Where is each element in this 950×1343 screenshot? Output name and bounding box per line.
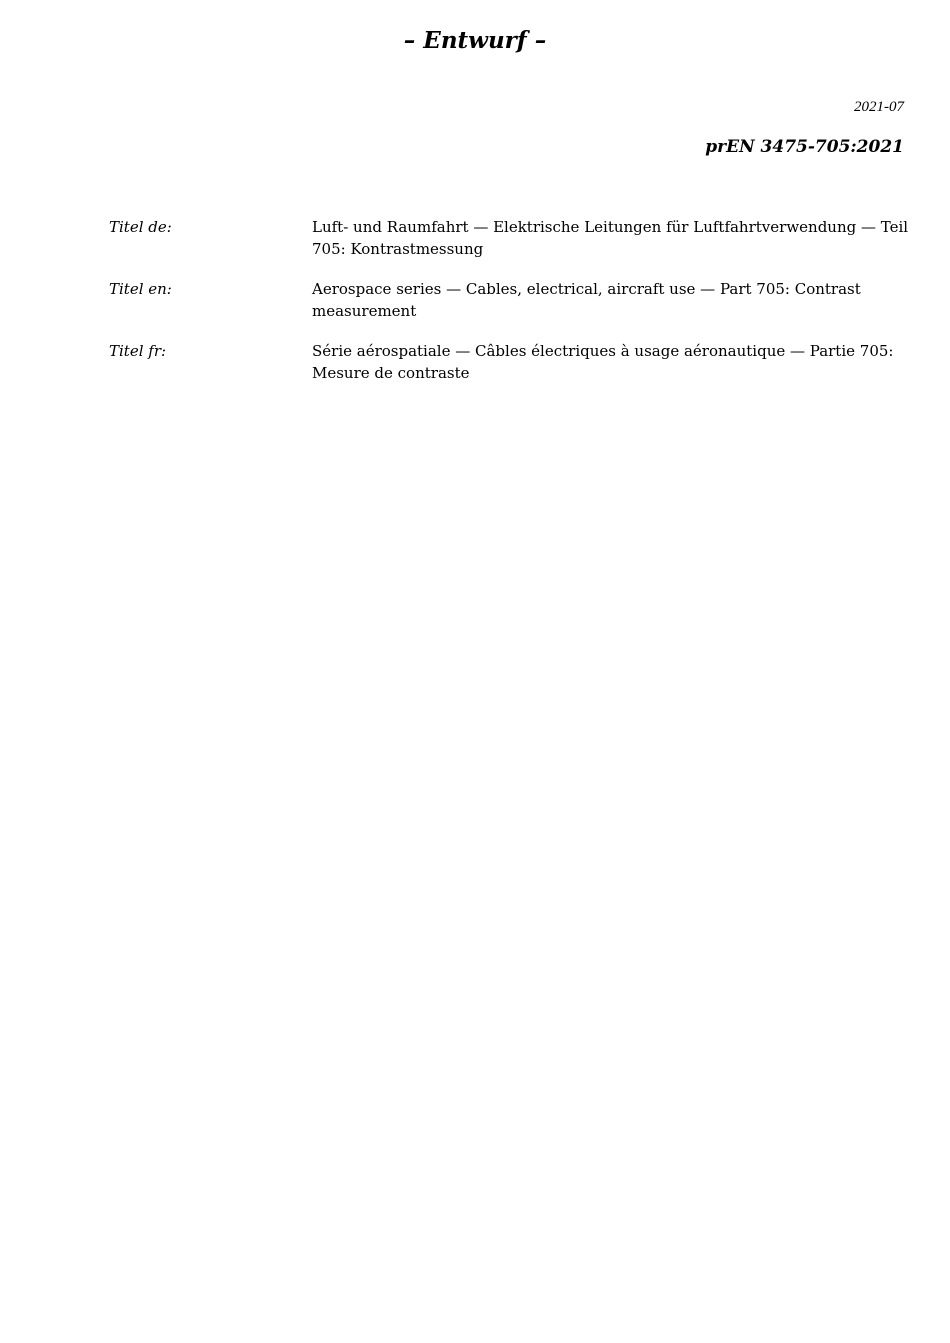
document-number: prEN 3475-705:2021 (705, 137, 904, 157)
title-text-en: Aerospace series — Cables, electrical, aircraft use — Part 705: Contrast measurement (312, 280, 861, 320)
title-text-de: Luft- und Raumfahrt — Elektrische Leitungen für Luftfahrtverwendung — Teil 705: Kontrastmessung (312, 218, 909, 258)
document-date: 2021-07 (854, 99, 904, 115)
title-label-en: Titel en: (109, 280, 172, 298)
title-row-de (109, 216, 909, 260)
title-row-en (109, 278, 909, 322)
draft-banner: – Entwurf – (403, 27, 547, 54)
title-text-fr: Série aérospatiale — Câbles électriques à usage aéronautique — Partie 705: Mesure de contraste (312, 342, 894, 382)
title-label-de: Titel de: (109, 218, 172, 236)
title-row-fr (109, 340, 909, 384)
title-label-fr: Titel fr: (109, 342, 167, 360)
title-block (109, 216, 909, 402)
